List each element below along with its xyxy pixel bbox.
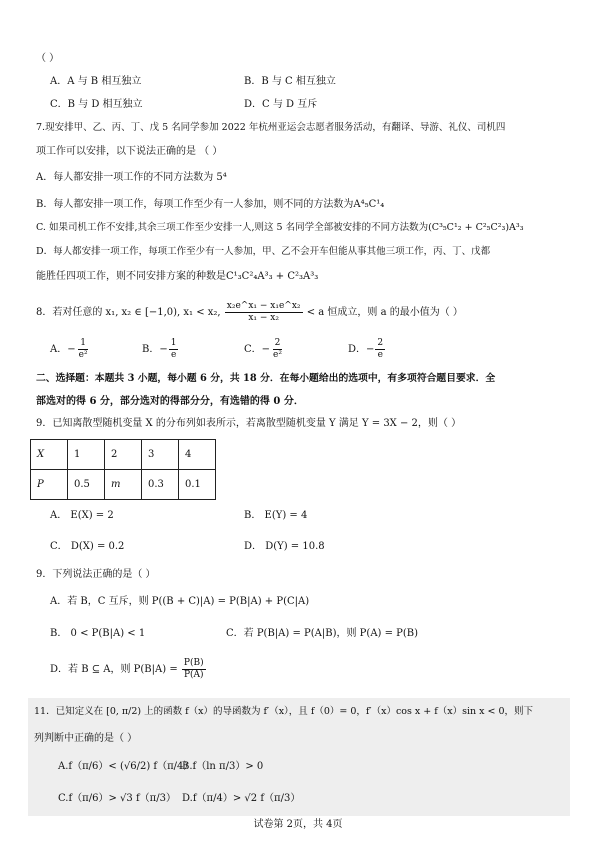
q9b-option-d-pre: D．若 B ⊆ A，则 P(B|A) =	[50, 664, 178, 675]
q8-option-a-num: 1	[80, 338, 86, 348]
table-cell: 2	[105, 440, 142, 470]
q7-option-d-line1: D．每人都安排一项工作，每项工作至少有一人参加，甲、乙不会开车但能从事其他三项工作，丙、丁、戊都	[36, 246, 491, 257]
q9b-option-a: A．若 B，C 互斥，则 P((B + C)|A) = P(B|A) + P(C|A)	[50, 596, 310, 607]
table-row-x	[31, 440, 216, 470]
q9a-option-b: B． E(Y) = 4	[244, 510, 308, 521]
q11-option-d: D.f（π/4）> √2 f（π/3）	[182, 793, 301, 804]
q8-option-b-label: B．	[142, 344, 160, 355]
q6-option-a: A．A 与 B 相互独立	[50, 76, 142, 87]
table-cell: 0.1	[179, 470, 216, 500]
table-cell: 4	[179, 440, 216, 470]
table-cell: 3	[142, 440, 179, 470]
q9b-option-d-fraction	[182, 658, 206, 681]
table-row-p	[31, 470, 216, 500]
q8-stem-pre: 8．若对任意的 x₁, x₂ ∈ [−1,0), x₁ < x₂,	[36, 307, 221, 318]
q9b-option-c: C．若 P(B|A) = P(A|B)，则 P(A) = P(B)	[226, 628, 419, 639]
q11-option-c: C.f（π/6）> √3 f（π/3）	[58, 793, 176, 804]
q8-option-d	[348, 338, 386, 362]
distribution-table	[30, 439, 216, 500]
q11-option-b: B.f（ln π/3）> 0	[182, 761, 264, 772]
q9a-option-d: D． D(Y) = 10.8	[244, 541, 325, 552]
q8-option-b-num: 1	[170, 338, 177, 348]
q8-option-d-num: 2	[377, 338, 384, 348]
q8-option-b	[142, 338, 179, 362]
q11-stem-line1: 11．已知定义在 [0, π/2) 上的函数 f（x）的导函数为 f′（x），且 f（0）= 0，f′（x）cos x + f（x）sin x < 0，则下	[34, 706, 534, 717]
q8-option-d-label: D．	[348, 344, 367, 355]
q6-option-d: D．C 与 D 互斥	[244, 99, 318, 110]
q8-stem-post: < a 恒成立，则 a 的最小值为（ ）	[306, 307, 463, 318]
q11-option-a: A.f（π/6）< (√6/2) f（π/4）	[58, 761, 194, 772]
q9b-option-d-den: P(A)	[183, 670, 204, 680]
table-cell: 1	[68, 440, 105, 470]
q6-option-c: C．B 与 D 相互独立	[50, 99, 143, 110]
table-cell: P	[31, 470, 68, 500]
q9b-option-d	[50, 655, 207, 685]
q9b-stem: 9．下列说法正确的是（ ）	[36, 569, 156, 580]
q8-option-b-fraction	[169, 338, 179, 361]
q8-option-c-label: C．	[244, 344, 262, 355]
q7-option-a: A．每人都安排一项工作的不同方法数为 5⁴	[36, 172, 227, 183]
q7-option-c: C. 如果司机工作不安排,其余三项工作至少安排一人,则这 5 名同学全部被安排的不同方法数为(C³₅C¹₂ + C²₅C²₃)A³₃	[36, 222, 524, 233]
q8-option-d-minus: −	[366, 344, 375, 355]
q8-option-a-fraction	[77, 338, 90, 361]
q8-option-a-minus: −	[67, 344, 76, 355]
q8-option-d-den: e	[377, 350, 383, 360]
q9b-option-b: B． 0 < P(B|A) < 1	[50, 628, 146, 639]
section2-heading-line1: 二、选择题：本题共 3 小题，每小题 6 分，共 18 分．在每小题给出的选项中，有多项符合题目要求．全	[36, 373, 496, 384]
q11-stem-line2: 列判断中正确的是（ ）	[34, 733, 138, 744]
q8-fraction	[225, 301, 303, 324]
table-cell: m	[105, 470, 142, 500]
table-cell: 0.3	[142, 470, 179, 500]
q7-option-d-line2: 能胜任四项工作，则不同安排方案的种数是C¹₃C²₄A³₃ + C²₃A³₃	[36, 271, 319, 282]
q8-option-b-den: e	[170, 350, 177, 360]
q8-option-c-num: 2	[274, 338, 281, 348]
q8-option-d-fraction	[375, 338, 385, 361]
table-cell: 0.5	[68, 470, 105, 500]
page-footer: 试卷第 2页，共 4页	[253, 819, 343, 830]
q7-stem-line1: 7.现安排甲、乙、丙、丁、戊 5 名同学参加 2022 年杭州亚运会志愿者服务活动，有翻译、导游、礼仪、司机四	[36, 122, 506, 133]
q8-option-a-den: e²	[78, 350, 88, 360]
q9b-option-d-num: P(B)	[183, 658, 204, 668]
q6-option-b: B．B 与 C 相互独立	[244, 76, 336, 87]
q8-option-a	[50, 338, 91, 362]
q9a-option-c: C． D(X) = 0.2	[50, 541, 125, 552]
q8-option-c	[244, 338, 285, 362]
q8-option-c-minus: −	[261, 344, 271, 355]
q6-answer-bracket: （ ）	[36, 53, 60, 64]
q7-option-b: B．每人都安排一项工作，每项工作至少有一人参加，则不同的方法数为A⁴₅C¹₄	[36, 199, 385, 210]
table-cell: X	[31, 440, 68, 470]
q8-fraction-numerator: x₂e^x₁ − x₁e^x₂	[226, 301, 301, 311]
q9a-stem: 9．已知离散型随机变量 X 的分布列如表所示，若离散型随机变量 Y 满足 Y = 3X − 2，则（ ）	[36, 418, 462, 429]
q9a-option-a: A． E(X) = 2	[50, 510, 114, 521]
q8-option-a-label: A．	[50, 344, 68, 355]
q8-option-b-minus: −	[159, 344, 168, 355]
q7-stem-line2: 项工作可以安排，以下说法正确的是 （ ）	[36, 146, 223, 157]
section2-heading-line2: 部选对的得 6 分，部分选对的得部分分，有选错的得 0 分．	[36, 396, 304, 407]
q8-option-c-fraction	[271, 338, 284, 361]
q8-stem	[36, 300, 463, 326]
q8-fraction-denominator: x₁ − x₂	[248, 313, 279, 323]
q8-option-c-den: e²	[273, 350, 282, 360]
